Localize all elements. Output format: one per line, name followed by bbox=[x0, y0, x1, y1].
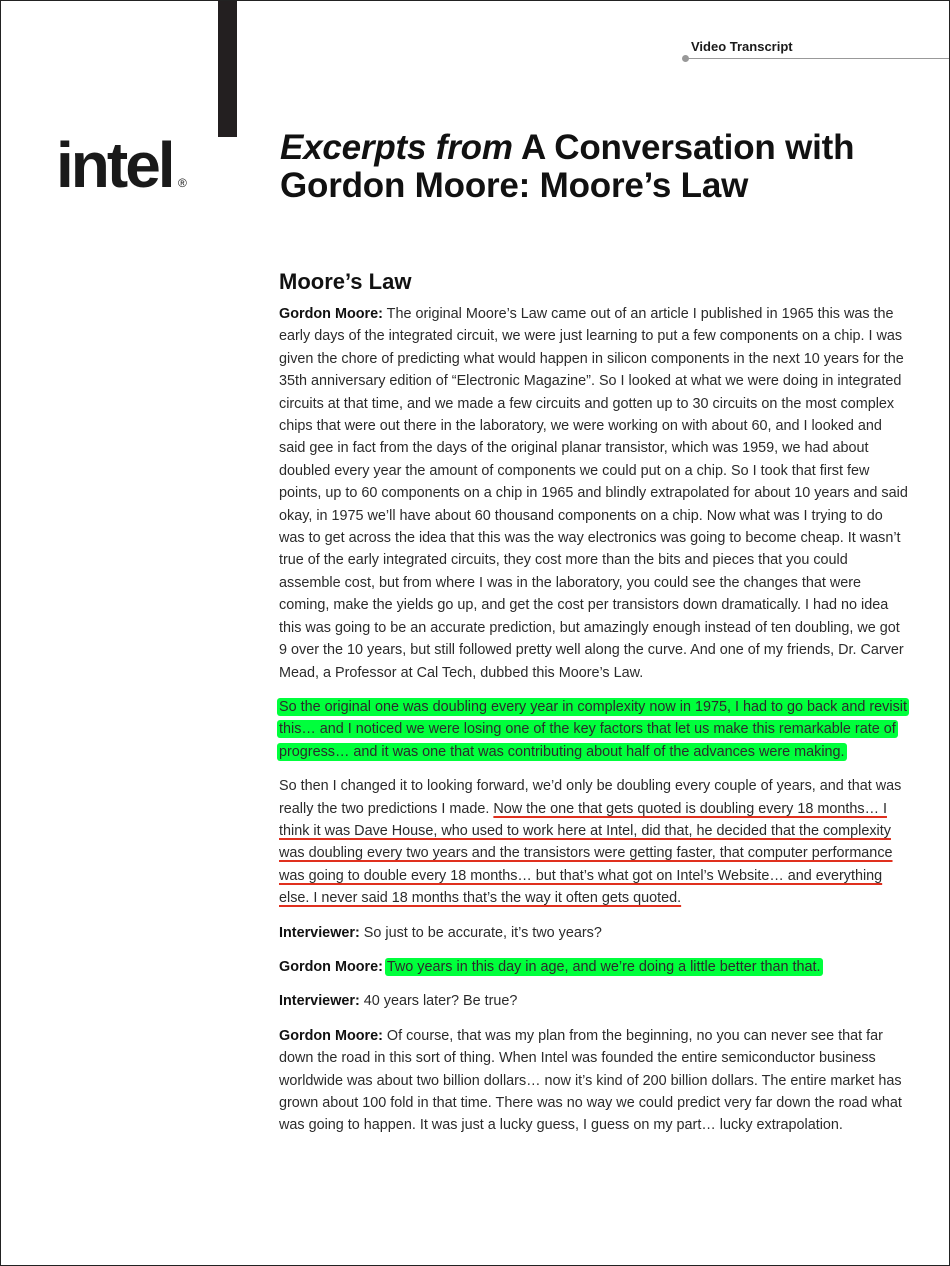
paragraph-1 bbox=[279, 303, 909, 684]
paragraph-text: 40 years later? Be true? bbox=[363, 993, 518, 1010]
decorative-top-bar bbox=[218, 1, 237, 137]
paragraph-5 bbox=[279, 956, 909, 978]
section-heading: Moore’s Law bbox=[279, 269, 412, 294]
speaker-label: Interviewer: bbox=[279, 993, 360, 1010]
paragraph-text: So then I changed it to looking forward, we’d only be doubling every couple of years, and that was really the two predictions I made. bbox=[279, 778, 902, 817]
document-type-label: Video Transcript bbox=[691, 39, 793, 54]
registered-mark: ® bbox=[178, 176, 187, 190]
intel-logo bbox=[56, 129, 196, 209]
highlighted-text: Two years in this day in age, and we’re doing a little better than that. bbox=[386, 958, 821, 975]
paragraph-7 bbox=[279, 1025, 909, 1137]
speaker-label: Gordon Moore: bbox=[279, 1027, 383, 1044]
intel-logo-text: intel bbox=[56, 129, 173, 201]
speaker-label: Gordon Moore: bbox=[279, 958, 383, 975]
speaker-label: Interviewer: bbox=[279, 924, 360, 941]
paragraph-4 bbox=[279, 922, 909, 944]
paragraph-text: The original Moore’s Law came out of an article I published in 1965 this was the early days of the integrated circuit, we were just learning to put a few components on a chip. I was given the chore of predicting what would happen in silicon components in the next 10 years for the 35th anniversary edition of “Electronic Magazine”. So I looked at what we were doing in integrated circuits at that time, and we made a few circuits and gotten up to 30 circuits on the most complex chips that were out there in the laboratory, we were working on with about 60, and I looked and said gee in fact from the days of the original planar transistor, which was 1959, we had about doubled every year the amount of components we could put on a chip. So I took that first few points, up to 60 components on a chip in 1965 and blindly extrapolated for about 10 years and said okay, in 1975 we’ll have about 60 thousand components on a chip. Now what was I trying to do was to get across the idea that this was the way electronics was going to become cheap. It wasn’t true of the early integrated circuits, they cost more than the bits and pieces that you could assemble cost, but from where I was in the laboratory, you could see the changes that were coming, make the yields go up, and get the cost per transistors down dramatically. I had no idea this was going to be an accurate prediction, but amazingly enough instead of ten doubling, we got 9 over the 10 years, but still followed pretty well along the curve. And one of my friends, Dr. Carver Mead, a Professor at Cal Tech, dubbed this Moore’s Law. bbox=[279, 306, 908, 681]
paragraph-text: Of course, that was my plan from the beginning, no you can never see that far down the road in this sort of thing. When Intel was founded the entire semiconductor business worldwide was about two billion dollars… now it’s kind of 200 billion dollars. The entire market has grown about 100 fold in that time. There was no way we could predict very far down the road what was going to happen. It was just a lucky guess, I guess on my part… lucky extrapolation. bbox=[279, 1027, 902, 1134]
title-main: A Conversation with Gordon Moore: Moore’s Law bbox=[280, 128, 855, 205]
paragraph-text: So just to be accurate, it’s two years? bbox=[363, 924, 602, 941]
paragraph-3 bbox=[279, 775, 909, 909]
underlined-text: Now the one that gets quoted is doubling every 18 months… I think it was Dave House, who used to work here at Intel, did that, he decided that the complexity was doubling every two years and the transistors were getting faster, that computer performance was going to double every 18 months… but that’s what got on Intel’s Website… and everything else. I never said 18 months that’s the way it often gets quoted. bbox=[279, 800, 893, 907]
transcript-body bbox=[279, 269, 909, 1149]
title-lead: Excerpts from bbox=[280, 128, 513, 167]
paragraph-2 bbox=[279, 696, 909, 763]
doc-type-rule bbox=[685, 58, 950, 59]
paragraph-6 bbox=[279, 990, 909, 1012]
highlighted-text: So the original one was doubling every year in complexity now in 1975, I had to go back and revisit this… and I noticed we were losing one of the key factors that let us make this remarkable rate of progress… and it was one that was contributing about half of the advances were making. bbox=[279, 698, 907, 760]
page-title bbox=[280, 129, 920, 205]
speaker-label: Gordon Moore: bbox=[279, 306, 383, 322]
